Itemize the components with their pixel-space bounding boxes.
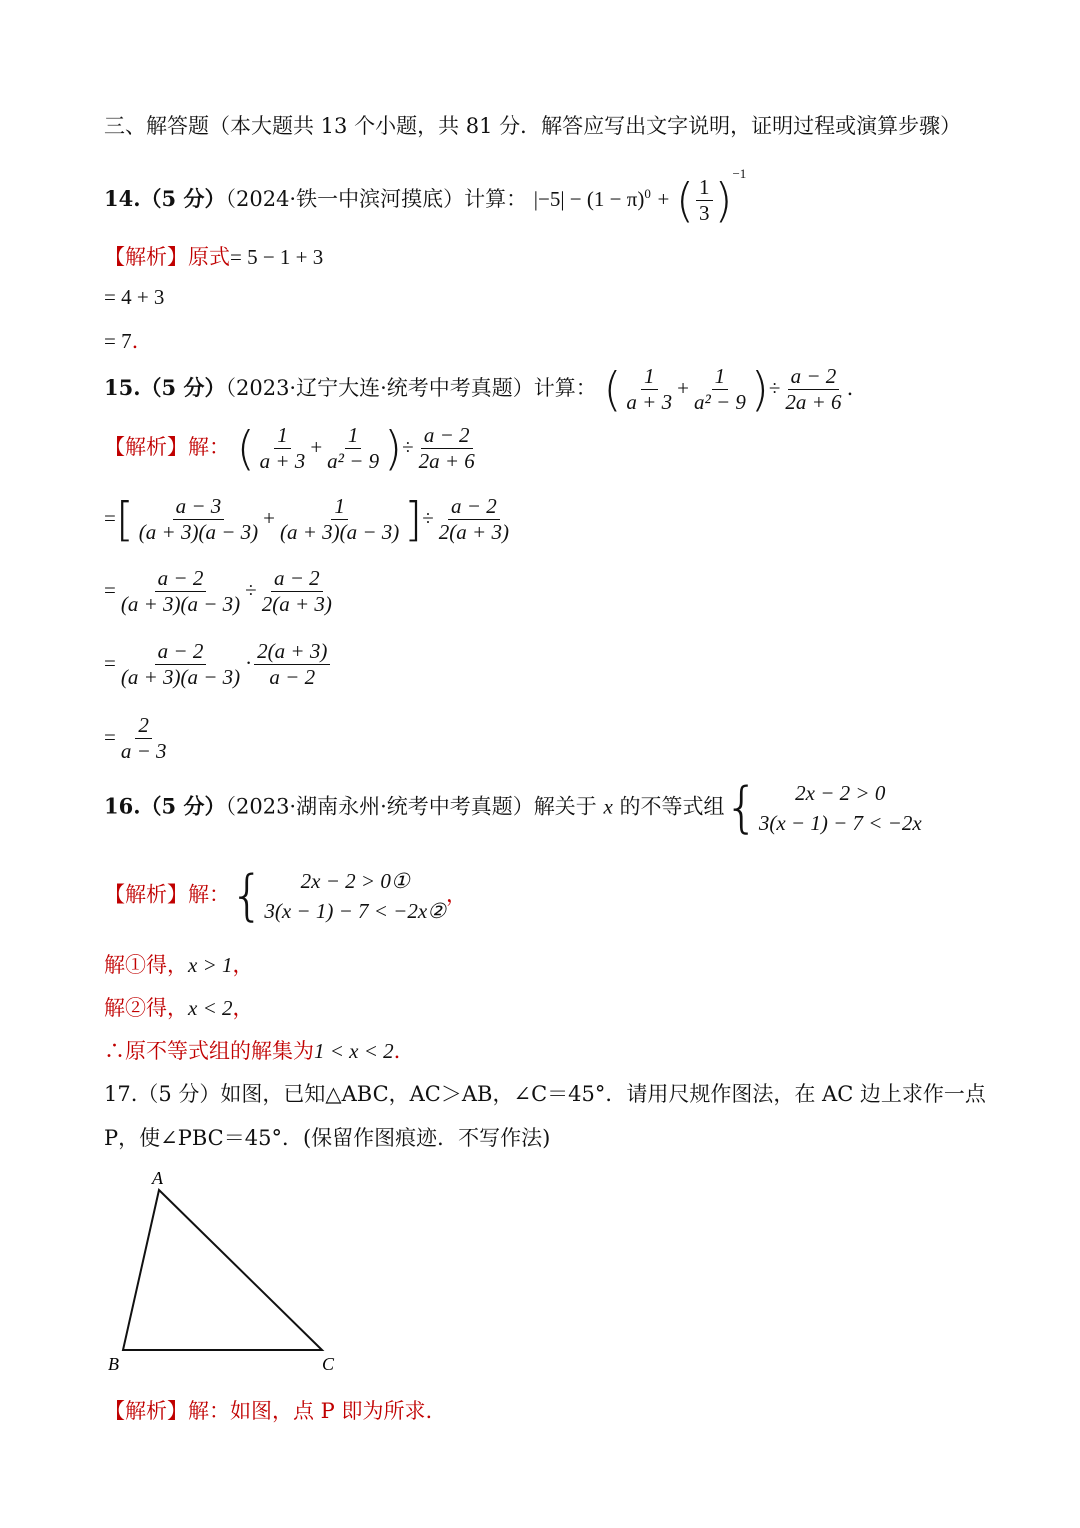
question-17-line1: 17.（5 分）如图，已知△ABC，AC＞AB，∠C＝45°．请用尺规作图法，在 AC 边上求作一点 <box>104 1082 986 1106</box>
q14-score: （5 分） <box>140 186 226 211</box>
q16-solution-line2: 解②得，x < 2， <box>104 996 254 1020</box>
q14-solution-step3: = 7. <box>104 329 139 353</box>
vertex-label-c: C <box>322 1354 335 1374</box>
q14-solution-label: 【解析】 <box>104 245 188 269</box>
triangle-abc <box>123 1190 322 1350</box>
vertex-label-b: B <box>108 1354 119 1374</box>
q17-solution: 【解析】解：如图，点 P 即为所求. <box>104 1399 433 1423</box>
q14-solution-step2: = 4 + 3 <box>104 285 165 309</box>
q14-prompt: 计算： <box>464 187 528 211</box>
vertex-label-a: A <box>152 1168 163 1188</box>
q14-exp: −1 <box>732 166 747 181</box>
q15-solution-step1: 【解析】解： ( $\frac{1}{a + 3}$ + $\frac{1}{\text{a² − 9}}$ )÷ $\frac{a - 2}{2a + 6}$ <box>104 421 475 476</box>
q14-number: 14. <box>104 186 141 211</box>
question-17-line2: P，使∠PBC＝45°．(保留作图痕迹．不写作法) <box>104 1126 551 1150</box>
q14-solution-step1: 【解析】原式= 5 − 1 + 3 <box>104 245 324 269</box>
q16-system: 2x − 2 > 0 3(x − 1) − 7 < −2x <box>758 781 922 835</box>
q16-solution-line1: 解①得，x > 1， <box>104 953 254 977</box>
q14-plus: + <box>657 187 670 211</box>
q14-source: （2024·铁一中滨河摸底） <box>225 187 465 211</box>
q15-solution-step3: = $\frac{a - 2}{(a + 3)(a - 3)}$ ÷ $\frac{a - 2}{2(a + 3)}$ <box>104 566 332 617</box>
q14-expr-a: |−5| − (1 − π) <box>533 187 645 211</box>
q16-solution-system: 【解析】解：{ 2x − 2 > 0① 3(x − 1) − 7 < −2x② ， <box>104 864 467 927</box>
q14-fraction: $\frac{1}{3}$ <box>696 175 713 226</box>
section-header: 三、解答题（本大题共 13 个小题，共 81 分．解答应写出文字说明，证明过程或演算步骤） <box>104 114 962 138</box>
question-14: 14.（5 分）（2024·铁一中滨河摸底）计算： $|-5| - (1 - \pi)^0$ + ( $\frac{1}{3}$ )$^{-1}$ <box>104 166 747 228</box>
q15-solution-step4: = $\frac{a - 2}{(a + 3)(a - 3)}$ · $\frac{2(a + 3)}{a - 2}$ <box>104 639 332 690</box>
q15-solution-step2: =[ $\frac{a - 3}{(a + 3)(a - 3)}$ + $\frac{1}{(a + 3)(a - 3)}$ ]÷ $\frac{a - 2}{2(a + 3)}$ <box>104 492 509 547</box>
question-16: 16.（5 分）（2023·湖南永州·统考中考真题）解关于 x 的不等式组{ 2x − 2 > 0 3(x − 1) − 7 < −2x <box>104 776 922 839</box>
q14-expr-a-sup: 0 <box>644 186 651 201</box>
triangle-figure <box>100 1160 360 1380</box>
question-15: 15.（5 分）（2023·辽宁大连·统考中考真题）计算： ( $\frac{1}{a + 3}$ + $\frac{1}{\text{a² − 9}}$ )÷ $\frac{a - 2}{2a + 6}$ . <box>104 362 854 417</box>
q15-solution-step5: = $\frac{2}{a - 3}$ <box>104 713 167 764</box>
q16-solution-line3: ∴原不等式组的解集为1 < x < 2. <box>104 1039 401 1063</box>
